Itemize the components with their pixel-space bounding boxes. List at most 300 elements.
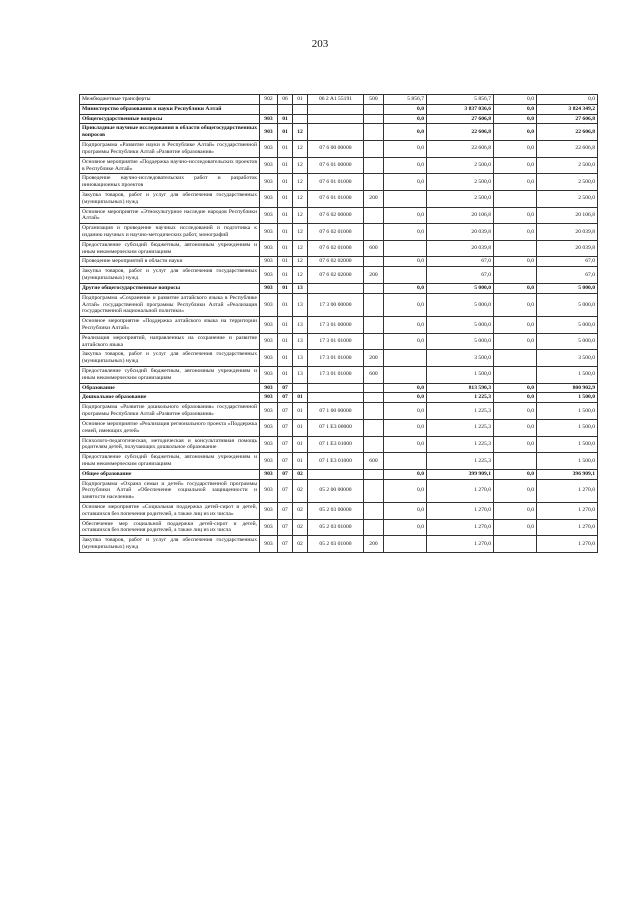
cell-expense-type: [364, 333, 384, 350]
table-row: [80, 317, 598, 334]
cell-ved-code: [260, 104, 278, 114]
cell-amount-2: 5 000,0: [427, 333, 494, 350]
cell-expense-type: [364, 283, 384, 293]
table-row: [80, 479, 598, 502]
cell-expense-type: [364, 436, 384, 453]
cell-target-article: 07 6 02 01000: [308, 240, 364, 257]
cell-amount-2: 1 270,0: [427, 536, 494, 553]
cell-ved-code: 903: [260, 190, 278, 207]
cell-amount-1: [384, 267, 427, 284]
cell-amount-4: 1 270,0: [537, 503, 598, 520]
cell-amount-1: [384, 190, 427, 207]
cell-target-article: 06 2 A1 55191: [308, 95, 364, 105]
cell-expense-type: [364, 479, 384, 502]
cell-expense-type: 600: [364, 367, 384, 384]
cell-amount-1: 0,0: [384, 141, 427, 158]
cell-name: Подпрограмма «Сохранение и развитие алтайского языка в Республике Алтай» государственной программы Республики Алтай «Реализация государственной национальной политики»: [80, 293, 260, 316]
cell-subsection-code: 01: [293, 393, 308, 403]
cell-section-code: 07: [278, 403, 293, 420]
cell-amount-3: [494, 350, 537, 367]
cell-expense-type: 500: [364, 95, 384, 105]
cell-target-article: [308, 124, 364, 141]
cell-subsection-code: 12: [293, 190, 308, 207]
cell-ved-code: 903: [260, 383, 278, 393]
table-row: [80, 257, 598, 267]
cell-amount-4: 1 500,0: [537, 367, 598, 384]
cell-name: Подпрограмма «Развитие дошкольного образования» государственной программы Республики Алтай «Развитие образования»: [80, 403, 260, 420]
cell-section-code: 07: [278, 436, 293, 453]
cell-subsection-code: [293, 383, 308, 393]
cell-amount-2: 1 270,0: [427, 519, 494, 536]
cell-expense-type: 200: [364, 267, 384, 284]
cell-target-article: 17 3 01 01000: [308, 333, 364, 350]
cell-amount-4: 2 500,0: [537, 190, 598, 207]
cell-expense-type: 200: [364, 190, 384, 207]
cell-subsection-code: 13: [293, 350, 308, 367]
cell-subsection-code: 12: [293, 257, 308, 267]
cell-expense-type: [364, 114, 384, 124]
cell-amount-4: 1 270,0: [537, 479, 598, 502]
cell-amount-2: 1 225,3: [427, 453, 494, 470]
cell-amount-1: 0,0: [384, 114, 427, 124]
cell-name: Основное мероприятие «Социальная поддержка детей-сирот и детей, оставшихся без попечения родителей, а также лиц из их числа»: [80, 503, 260, 520]
cell-amount-3: 0,0: [494, 393, 537, 403]
cell-ved-code: 903: [260, 114, 278, 124]
cell-ved-code: 903: [260, 333, 278, 350]
cell-amount-3: 0,0: [494, 403, 537, 420]
cell-amount-4: 27 606,8: [537, 114, 598, 124]
cell-expense-type: [364, 419, 384, 436]
cell-amount-2: 5 000,0: [427, 317, 494, 334]
cell-ved-code: 903: [260, 240, 278, 257]
cell-amount-2: 20 039,8: [427, 224, 494, 241]
table-row: [80, 403, 598, 420]
cell-amount-1: 0,0: [384, 257, 427, 267]
cell-amount-1: 0,0: [384, 317, 427, 334]
table-row: [80, 419, 598, 436]
table-row: [80, 453, 598, 470]
cell-target-article: 05 2 03 00000: [308, 503, 364, 520]
cell-amount-1: 0,0: [384, 207, 427, 224]
cell-target-article: 07 1 E3 00000: [308, 419, 364, 436]
cell-subsection-code: 12: [293, 240, 308, 257]
cell-amount-1: [384, 240, 427, 257]
cell-name: Основное мероприятие «Поддержка алтайского языка на территории Республики Алтай»: [80, 317, 260, 334]
cell-amount-2: 1 270,0: [427, 479, 494, 502]
table-row: [80, 174, 598, 191]
cell-subsection-code: 12: [293, 267, 308, 284]
cell-amount-2: 27 606,8: [427, 114, 494, 124]
cell-amount-4: 1 500,0: [537, 419, 598, 436]
cell-ved-code: 903: [260, 503, 278, 520]
cell-subsection-code: 02: [293, 519, 308, 536]
cell-section-code: 01: [278, 350, 293, 367]
cell-name: Основное мероприятие «Реализация регионального проекта «Поддержка семей, имеющих детей»: [80, 419, 260, 436]
cell-target-article: 17 3 01 01000: [308, 350, 364, 367]
cell-amount-1: 0,0: [384, 157, 427, 174]
cell-section-code: 06: [278, 95, 293, 105]
cell-name: Обеспечение мер социальной поддержки детей-сирот и детей, оставшихся без попечения родителей, а также лиц из их числа: [80, 519, 260, 536]
cell-amount-3: 0,0: [494, 469, 537, 479]
cell-amount-2: 2 500,0: [427, 174, 494, 191]
cell-section-code: 07: [278, 479, 293, 502]
cell-amount-2: 1 225,3: [427, 403, 494, 420]
cell-amount-1: 0,0: [384, 436, 427, 453]
cell-section-code: 01: [278, 283, 293, 293]
cell-name: Подпрограмма «Охрана семьи и детей» государственной программы Республики Алтай «Обеспечение социальной защищенности и занятости населения»: [80, 479, 260, 502]
table-row: [80, 350, 598, 367]
cell-amount-1: 0,0: [384, 283, 427, 293]
cell-target-article: 17 3 00 00000: [308, 293, 364, 316]
cell-amount-2: 813 590,3: [427, 383, 494, 393]
cell-section-code: 01: [278, 141, 293, 158]
cell-target-article: 07 1 E3 01000: [308, 436, 364, 453]
cell-target-article: 07 6 01 01000: [308, 190, 364, 207]
cell-amount-4: 3 824 349,2: [537, 104, 598, 114]
table-row: [80, 114, 598, 124]
cell-amount-4: 67,0: [537, 257, 598, 267]
cell-name: Закупка товаров, работ и услуг для обеспечения государственных (муниципальных) нужд: [80, 267, 260, 284]
cell-ved-code: 903: [260, 174, 278, 191]
cell-subsection-code: 12: [293, 174, 308, 191]
cell-subsection-code: 02: [293, 479, 308, 502]
cell-amount-2: 3 837 036,6: [427, 104, 494, 114]
cell-name: Предоставление субсидий бюджетным, автономным учреждениям и иным некоммерческим организациям: [80, 240, 260, 257]
cell-name: Предоставление субсидий бюджетным, автономным учреждениям и иным некоммерческим организациям: [80, 367, 260, 384]
cell-amount-4: 0,0: [537, 95, 598, 105]
cell-amount-1: 0,0: [384, 293, 427, 316]
budget-table-body: [80, 95, 598, 553]
cell-amount-2: 1 225,3: [427, 436, 494, 453]
cell-amount-4: 20 106,8: [537, 207, 598, 224]
cell-amount-4: 1 270,0: [537, 519, 598, 536]
cell-target-article: 07 6 01 00000: [308, 157, 364, 174]
cell-ved-code: 903: [260, 436, 278, 453]
cell-subsection-code: 12: [293, 207, 308, 224]
cell-section-code: 01: [278, 190, 293, 207]
cell-amount-3: [494, 453, 537, 470]
cell-target-article: 05 2 03 01000: [308, 519, 364, 536]
cell-section-code: 07: [278, 453, 293, 470]
cell-amount-3: 0,0: [494, 333, 537, 350]
cell-amount-1: 0,0: [384, 393, 427, 403]
table-row: [80, 283, 598, 293]
cell-section-code: 07: [278, 503, 293, 520]
table-row: [80, 104, 598, 114]
budget-table: [79, 94, 598, 553]
cell-subsection-code: 01: [293, 95, 308, 105]
cell-amount-1: 0,0: [384, 479, 427, 502]
cell-expense-type: [364, 257, 384, 267]
cell-name: Дошкольное образование: [80, 393, 260, 403]
cell-subsection-code: 13: [293, 293, 308, 316]
cell-ved-code: 903: [260, 479, 278, 502]
cell-amount-3: 0,0: [494, 293, 537, 316]
cell-target-article: [308, 383, 364, 393]
cell-ved-code: 903: [260, 293, 278, 316]
cell-amount-1: 0,0: [384, 104, 427, 114]
cell-expense-type: 200: [364, 536, 384, 553]
page-number: 203: [311, 38, 329, 50]
cell-target-article: 07 6 02 01000: [308, 224, 364, 241]
cell-amount-2: 5 000,0: [427, 283, 494, 293]
cell-amount-2: 67,0: [427, 267, 494, 284]
cell-amount-3: 0,0: [494, 114, 537, 124]
cell-amount-2: 5 000,0: [427, 293, 494, 316]
cell-section-code: 01: [278, 267, 293, 284]
cell-expense-type: [364, 293, 384, 316]
cell-amount-3: 0,0: [494, 436, 537, 453]
cell-amount-2: 20 039,8: [427, 240, 494, 257]
cell-subsection-code: 01: [293, 453, 308, 470]
cell-amount-2: 22 606,8: [427, 141, 494, 158]
cell-subsection-code: 12: [293, 141, 308, 158]
cell-amount-1: 0,0: [384, 124, 427, 141]
cell-ved-code: 903: [260, 124, 278, 141]
cell-ved-code: 902: [260, 95, 278, 105]
cell-name: Проведение мероприятий в области науки: [80, 257, 260, 267]
table-row: [80, 503, 598, 520]
cell-section-code: 01: [278, 317, 293, 334]
cell-name: Подпрограмма «Развитие науки в Республике Алтай» государственной программы Республики Алтай «Развитие образования»: [80, 141, 260, 158]
cell-amount-3: [494, 267, 537, 284]
cell-subsection-code: 13: [293, 283, 308, 293]
cell-amount-4: 1 500,0: [537, 403, 598, 420]
cell-ved-code: 903: [260, 157, 278, 174]
table-row: [80, 333, 598, 350]
cell-name: Организация и проведение научных исследований и подготовка к изданию научных и научно-методических работ, монографий: [80, 224, 260, 241]
cell-expense-type: 200: [364, 350, 384, 367]
cell-expense-type: [364, 124, 384, 141]
cell-amount-1: 0,0: [384, 519, 427, 536]
cell-subsection-code: 02: [293, 536, 308, 553]
cell-amount-4: 1 500,0: [537, 393, 598, 403]
table-row: [80, 393, 598, 403]
table-row: [80, 207, 598, 224]
cell-amount-4: 67,0: [537, 267, 598, 284]
cell-section-code: 01: [278, 224, 293, 241]
cell-amount-1: 5 856,7: [384, 95, 427, 105]
cell-amount-1: 0,0: [384, 503, 427, 520]
cell-amount-3: [494, 367, 537, 384]
cell-expense-type: 600: [364, 453, 384, 470]
cell-amount-2: 1 500,0: [427, 367, 494, 384]
cell-amount-3: 0,0: [494, 519, 537, 536]
cell-amount-4: 1 500,0: [537, 436, 598, 453]
cell-amount-3: [494, 190, 537, 207]
cell-amount-4: 2 500,0: [537, 174, 598, 191]
cell-target-article: 07 6 02 02000: [308, 267, 364, 284]
cell-expense-type: [364, 224, 384, 241]
cell-amount-4: 800 902,9: [537, 383, 598, 393]
cell-name: Проведение научно-исследовательских работ и разработок инновационных проектов: [80, 174, 260, 191]
cell-section-code: 07: [278, 469, 293, 479]
cell-ved-code: 903: [260, 267, 278, 284]
cell-amount-2: 1 225,3: [427, 393, 494, 403]
table-row: [80, 267, 598, 284]
cell-ved-code: 903: [260, 141, 278, 158]
cell-ved-code: 903: [260, 207, 278, 224]
table-row: [80, 367, 598, 384]
cell-target-article: 07 6 02 02000: [308, 257, 364, 267]
cell-amount-3: 0,0: [494, 174, 537, 191]
cell-amount-1: 0,0: [384, 174, 427, 191]
cell-amount-4: 1 270,0: [537, 536, 598, 553]
cell-subsection-code: 01: [293, 436, 308, 453]
cell-section-code: 01: [278, 207, 293, 224]
cell-ved-code: 903: [260, 419, 278, 436]
cell-amount-3: 0,0: [494, 283, 537, 293]
cell-target-article: 17 3 01 01000: [308, 367, 364, 384]
cell-target-article: [308, 104, 364, 114]
cell-target-article: [308, 114, 364, 124]
cell-subsection-code: [293, 114, 308, 124]
cell-section-code: 01: [278, 124, 293, 141]
cell-amount-4: 20 039,8: [537, 224, 598, 241]
cell-section-code: 01: [278, 333, 293, 350]
cell-amount-2: 5 856,7: [427, 95, 494, 105]
cell-section-code: 01: [278, 240, 293, 257]
cell-expense-type: [364, 469, 384, 479]
cell-amount-1: 0,0: [384, 419, 427, 436]
cell-expense-type: [364, 403, 384, 420]
cell-target-article: 05 2 00 00000: [308, 479, 364, 502]
cell-subsection-code: [293, 104, 308, 114]
table-row: [80, 383, 598, 393]
cell-amount-1: 0,0: [384, 469, 427, 479]
cell-subsection-code: 13: [293, 333, 308, 350]
cell-amount-4: 5 000,0: [537, 293, 598, 316]
cell-amount-2: 22 606,8: [427, 124, 494, 141]
table-row: [80, 157, 598, 174]
cell-amount-3: 0,0: [494, 503, 537, 520]
cell-amount-3: 0,0: [494, 104, 537, 114]
cell-amount-4: 20 039,8: [537, 240, 598, 257]
table-row: [80, 536, 598, 553]
cell-amount-3: 0,0: [494, 419, 537, 436]
cell-expense-type: [364, 503, 384, 520]
cell-amount-3: 0,0: [494, 317, 537, 334]
cell-ved-code: 903: [260, 317, 278, 334]
cell-ved-code: 903: [260, 403, 278, 420]
cell-section-code: 07: [278, 383, 293, 393]
cell-section-code: 07: [278, 519, 293, 536]
cell-amount-3: 0,0: [494, 383, 537, 393]
cell-amount-2: 1 225,3: [427, 419, 494, 436]
cell-target-article: [308, 469, 364, 479]
cell-subsection-code: 13: [293, 317, 308, 334]
table-row: [80, 436, 598, 453]
cell-subsection-code: 12: [293, 157, 308, 174]
cell-section-code: 01: [278, 257, 293, 267]
cell-ved-code: 903: [260, 367, 278, 384]
cell-target-article: 17 3 01 00000: [308, 317, 364, 334]
table-row: [80, 519, 598, 536]
cell-name: Основное мероприятие «Поддержка научно-исследовательских проектов в Республике Алтай»: [80, 157, 260, 174]
cell-subsection-code: 13: [293, 367, 308, 384]
cell-target-article: 05 2 03 01000: [308, 536, 364, 553]
cell-name: Прикладные научные исследования в области общегосударственных вопросов: [80, 124, 260, 141]
cell-amount-4: 5 000,0: [537, 317, 598, 334]
cell-expense-type: [364, 383, 384, 393]
cell-name: Психолого-педагогическая, методическая и консультативная помощь родителям детей, получающих дошкольное образование: [80, 436, 260, 453]
cell-expense-type: [364, 317, 384, 334]
table-row: [80, 240, 598, 257]
cell-ved-code: 903: [260, 519, 278, 536]
cell-amount-4: 5 000,0: [537, 283, 598, 293]
cell-amount-2: 20 106,8: [427, 207, 494, 224]
cell-name: Общее образование: [80, 469, 260, 479]
cell-amount-1: 0,0: [384, 333, 427, 350]
table-row: [80, 95, 598, 105]
cell-target-article: [308, 393, 364, 403]
cell-name: Образование: [80, 383, 260, 393]
cell-amount-3: 0,0: [494, 479, 537, 502]
cell-amount-2: 1 270,0: [427, 503, 494, 520]
cell-section-code: 01: [278, 367, 293, 384]
cell-amount-1: [384, 367, 427, 384]
table-row: [80, 190, 598, 207]
cell-target-article: 07 1 00 00000: [308, 403, 364, 420]
cell-ved-code: 903: [260, 469, 278, 479]
cell-ved-code: 903: [260, 453, 278, 470]
cell-section-code: 01: [278, 174, 293, 191]
cell-amount-1: [384, 536, 427, 553]
cell-amount-2: 3 500,0: [427, 350, 494, 367]
cell-amount-1: 0,0: [384, 224, 427, 241]
cell-ved-code: 903: [260, 224, 278, 241]
table-row: [80, 141, 598, 158]
cell-amount-3: [494, 536, 537, 553]
cell-section-code: 07: [278, 393, 293, 403]
cell-subsection-code: 01: [293, 403, 308, 420]
table-row: [80, 469, 598, 479]
table-row: [80, 293, 598, 316]
cell-subsection-code: 02: [293, 503, 308, 520]
cell-subsection-code: 12: [293, 124, 308, 141]
cell-section-code: [278, 104, 293, 114]
cell-amount-3: 0,0: [494, 124, 537, 141]
cell-expense-type: [364, 141, 384, 158]
cell-expense-type: [364, 174, 384, 191]
cell-target-article: 07 1 E3 01000: [308, 453, 364, 470]
cell-name: Предоставление субсидий бюджетным, автономным учреждениям и иным некоммерческим организациям: [80, 453, 260, 470]
cell-amount-1: 0,0: [384, 383, 427, 393]
cell-expense-type: [364, 519, 384, 536]
cell-name: Закупка товаров, работ и услуг для обеспечения государственных (муниципальных) нужд: [80, 350, 260, 367]
cell-expense-type: [364, 393, 384, 403]
cell-ved-code: 903: [260, 283, 278, 293]
cell-name: Закупка товаров, работ и услуг для обеспечения государственных (муниципальных) нужд: [80, 190, 260, 207]
cell-amount-3: [494, 240, 537, 257]
cell-target-article: 07 6 00 00000: [308, 141, 364, 158]
cell-amount-4: 1 500,0: [537, 453, 598, 470]
cell-amount-3: 0,0: [494, 207, 537, 224]
cell-section-code: 07: [278, 419, 293, 436]
cell-amount-2: 2 500,0: [427, 157, 494, 174]
cell-amount-2: 2 500,0: [427, 190, 494, 207]
table-row: [80, 224, 598, 241]
cell-name: Общегосударственные вопросы: [80, 114, 260, 124]
cell-amount-3: 0,0: [494, 257, 537, 267]
cell-amount-4: 22 606,8: [537, 141, 598, 158]
cell-amount-1: 0,0: [384, 403, 427, 420]
cell-ved-code: 903: [260, 536, 278, 553]
cell-target-article: [308, 283, 364, 293]
cell-section-code: 01: [278, 114, 293, 124]
cell-ved-code: 903: [260, 257, 278, 267]
cell-target-article: 07 6 01 01000: [308, 174, 364, 191]
